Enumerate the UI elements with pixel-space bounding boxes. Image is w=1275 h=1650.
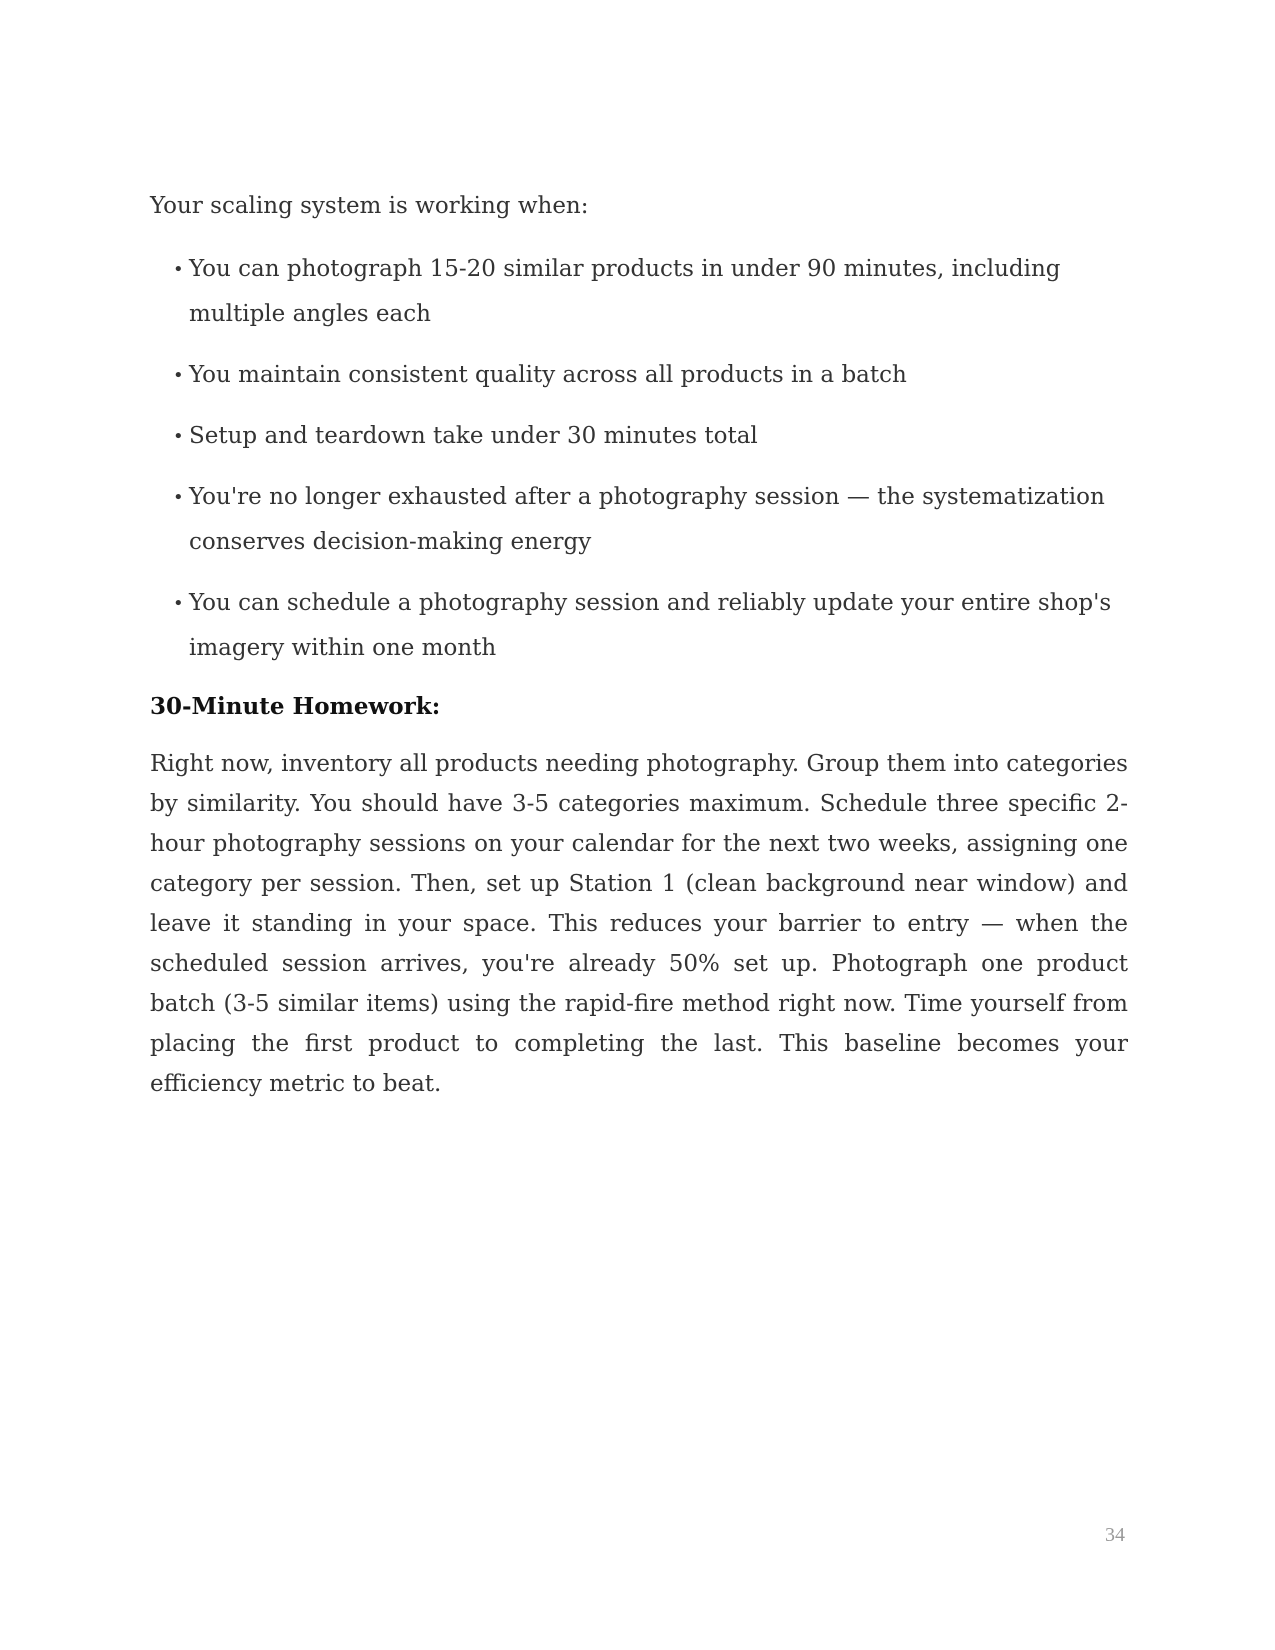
intro-paragraph: Your scaling system is working when: bbox=[150, 193, 589, 219]
document-page bbox=[150, 186, 1128, 1104]
list-item: • You can schedule a photography session and reliably update your entire shop's imagery within one month bbox=[150, 581, 1128, 671]
bullet-icon: • bbox=[173, 426, 184, 447]
bullet-icon: • bbox=[173, 259, 184, 280]
bullet-icon: • bbox=[173, 593, 184, 614]
success-criteria-list bbox=[150, 247, 1128, 671]
bullet-icon: • bbox=[173, 365, 184, 386]
section-heading: 30-Minute Homework: bbox=[150, 693, 441, 720]
bullet-icon: • bbox=[173, 487, 184, 508]
list-item: • Setup and teardown take under 30 minutes total bbox=[150, 414, 1128, 459]
list-item: • You're no longer exhausted after a photography session — the systematization conserves decision-making energy bbox=[150, 475, 1128, 565]
homework-paragraph: Right now, inventory all products needing photography. Group them into categories by similarity. You should have 3-5 categories maximum. Schedule three specific 2-hour photography sessions on your calendar for the next two weeks, assigning one category per session. Then, set up Station 1 (clean background near window) and leave it standing in your space. This reduces your barrier to entry — when the scheduled session arrives, you're already 50% set up. Photograph one product batch (3-5 similar items) using the rapid-fire method right now. Time yourself from placing the first product to completing the last. This baseline becomes your efficiency metric to beat. bbox=[150, 751, 1128, 1097]
list-item: • You maintain consistent quality across all products in a batch bbox=[150, 353, 1128, 398]
page-number: 34 bbox=[1105, 1524, 1125, 1546]
list-item: • You can photograph 15-20 similar products in under 90 minutes, including multiple angles each bbox=[150, 247, 1128, 337]
